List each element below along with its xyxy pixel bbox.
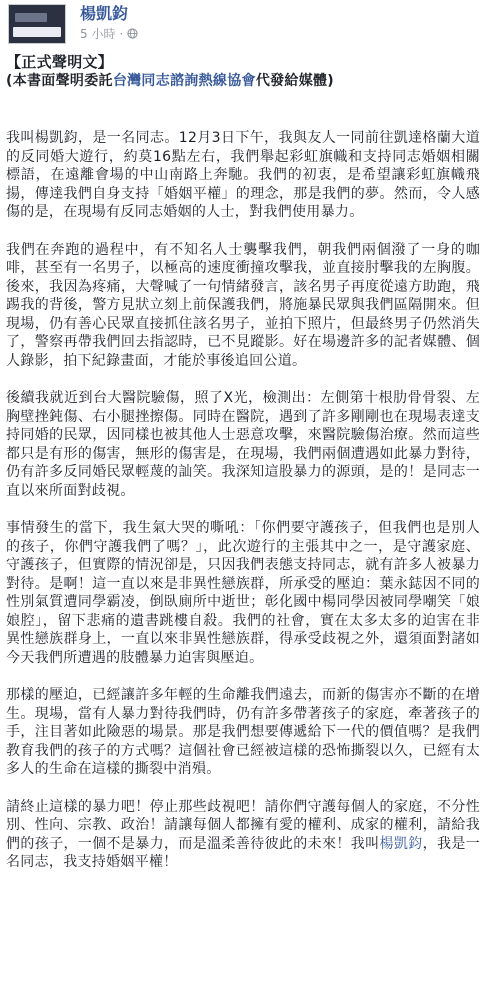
paragraph-1: 我叫楊凱鈞，是一名同志。12月3日下午，我與友人一同前往凱達格蘭大道的反同婚大遊行，約莫16點左右，我們舉起彩虹旗幟和支持同志婚姻相關標語，在遠離會場的中山南路上奔馳。我們的初衷，是希望讓彩虹旗幟飛揚，傳達我們自身支持「婚姻平權」的理念，那是我們的夢。然而，令人感傷的是，在現場有反同志婚姻的人士，對我們使用暴力。 [6, 130, 480, 220]
organization-link[interactable]: 台灣同志諮詢熱線協會 [112, 73, 256, 89]
avatar-detail [15, 13, 47, 22]
paragraph-6 [6, 798, 480, 872]
author-mention-link[interactable]: 楊凱鈞 [379, 835, 423, 852]
meta-separator: · [119, 26, 124, 41]
paragraph-4: 事情發生的當下，我生氣大哭的嘶吼：「你們要守護孩子，但我們也是別人的孩子，你們守護我們了嗎？」，此次遊行的主張其中之一，是守護家庭、守護孩子，但實際的情況卻是，只因我們表態支持同志，就有許多人被暴力對待。是啊！這一直以來是非異性戀族群，所承受的壓迫：葉永鋕因不同的性別氣質遭同學霸凌，倒臥廁所中逝世；彰化國中楊同學因被同學嘲笑「娘娘腔」，留下悲痛的遺書跳樓自殺。我們的社會，實在太多太多的迫害在非異性戀族群身上，一直以來非異性戀族群，得承受歧視之外，還須面對諸如今天我們所遭遇的肢體暴力迫害與壓迫。 [6, 520, 480, 666]
globe-icon[interactable] [127, 28, 138, 39]
paragraph-5: 那樣的壓迫，已經讓許多年輕的生命離我們遠去，而新的傷害亦不斷的在增生。現場，當有人暴力對待我們時，仍有許多帶著孩子的家庭，牽著孩子的手，注目著如此險惡的場景。那是我們想要傳遞給下一代的價值嗎？是我們教育我們的孩子的方式嗎？這個社會已經被這樣的恐怖撕裂以久，已經有太多人的生命在這樣的撕裂中消殞。 [6, 687, 480, 777]
subheading-prefix: (本書面聲明委託 [6, 73, 113, 89]
post-meta [80, 25, 138, 42]
subheading-suffix: 代發給媒體) [255, 73, 335, 89]
post-timestamp[interactable]: 5 小時 [80, 27, 116, 41]
closing-text: 請終止這樣的暴力吧！停止那些歧視吧！請你們守護每個人的家庭，不分性別、性向、宗教、政治！請讓每個人都擁有愛的權利、成家的權利，請給我們的孩子，一個不是暴力，而是溫柔善待彼此的未來！我叫 [6, 798, 480, 852]
paragraph-3: 後續我就近到台大醫院驗傷，照了X光，檢測出：左側第十根肋骨骨裂、左胸壁挫鈍傷、右小腿挫擦傷。同時在醫院，遇到了許多剛剛也在現場表達支持同婚的民眾，因同樣也被其他人士惡意攻擊，來醫院驗傷治療。然而這些都只是有形的傷害，無形的傷害是，在現場，我們兩個遭遇如此暴力對待，仍有許多反同婚民眾輕蔑的訕笑。我深知這股暴力的源頭，是的！是同志一直以來所面對歧視。 [6, 390, 480, 499]
profile-avatar[interactable] [8, 4, 66, 44]
post-content [6, 53, 480, 872]
avatar-sign [13, 27, 61, 37]
closing-suffix: ，我是一名同志，我支持婚姻平權！ [6, 835, 481, 870]
statement-subheading [6, 72, 480, 91]
author-name[interactable]: 楊凱鈞 [80, 4, 129, 23]
paragraph-2: 我們在奔跑的過程中，有不知名人士襲擊我們，朝我們兩個潑了一身的咖啡，甚至有一名男子，以極高的速度衝撞攻擊我，並直接肘擊我的左胸腹。後來，我因為疼痛，大聲喊了一句情緒發言，該名男子再度從遠方助跑，飛踢我的背後，警方見狀立刻上前保護我們，將施暴民眾與我們區隔開來。但現場，仍有善心民眾直接抓住該名男子，並拍下照片，但最終男子仍然消失了，警察再帶我們回去指認時，已不見蹤影。好在場邊許多的記者媒體、個人錄影，拍下紀錄畫面，才能於事後追回公道。 [6, 241, 480, 369]
statement-heading: 【正式聲明文】 [6, 53, 114, 71]
